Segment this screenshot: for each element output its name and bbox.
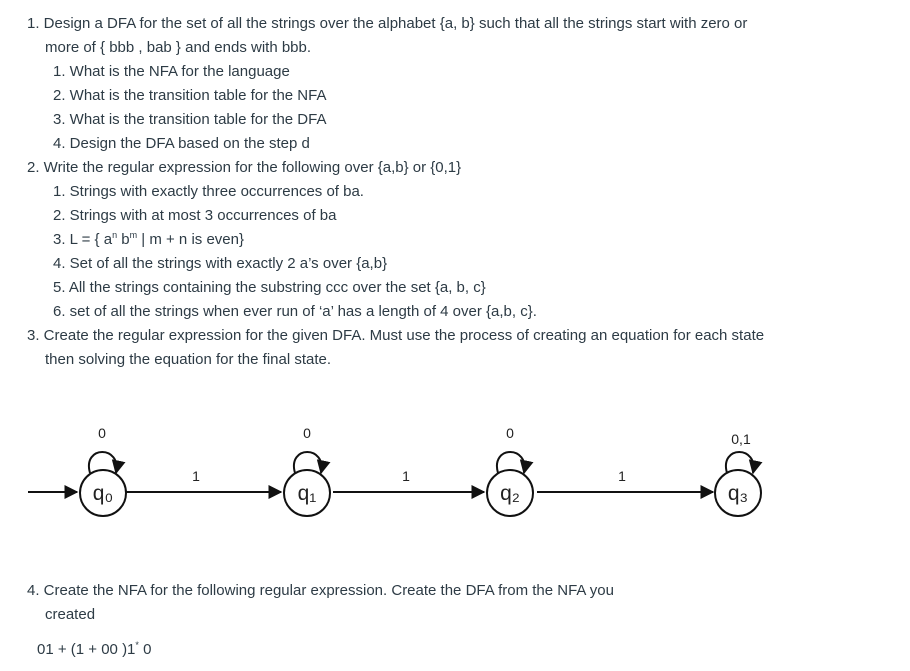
q4-regular-expression xyxy=(37,640,151,660)
loop-label-q2: 0 xyxy=(506,425,514,441)
state-label-q2: q₂ xyxy=(500,482,520,505)
q2-sub-2: 2. Strings with at most 3 occurrences of ba xyxy=(53,207,337,224)
dfa-diagram xyxy=(0,415,910,530)
loop-label-q0: 0 xyxy=(98,425,106,441)
q3-text-line1: 3. Create the regular expression for the given DFA. Must use the process of creating an equation for each state xyxy=(27,327,765,344)
q2-sub-1: 1. Strings with exactly three occurrences of ba. xyxy=(53,183,364,200)
q2-sub-3-mid: b xyxy=(117,231,130,248)
edge-label-q0-q1: 1 xyxy=(192,468,200,484)
q2-text: 2. Write the regular expression for the following over {a,b} or {0,1} xyxy=(27,159,462,176)
expr-main: 01 + (1 + 00 )1 xyxy=(37,641,136,658)
q2-sub-5: 5. All the strings containing the substring ccc over the set {a, b, c} xyxy=(53,279,486,296)
q1-sub-1: 1. What is the NFA for the language xyxy=(53,63,290,80)
q2-sub-6: 6. set of all the strings when ever run of ‘a’ has a length of 4 over {a,b, c}. xyxy=(53,303,537,320)
loop-label-q1: 0 xyxy=(303,425,311,441)
q1-sub-4: 4. Design the DFA based on the step d xyxy=(53,135,310,152)
q1-text-line2: more of { bbb , bab } and ends with bbb. xyxy=(45,39,312,56)
expr-star: * xyxy=(135,640,139,650)
expr-end: 0 xyxy=(138,641,152,658)
loop-label-q3: 0,1 xyxy=(731,431,751,447)
state-label-q0: q₀ xyxy=(92,482,114,505)
superscript-m: m xyxy=(129,230,138,240)
superscript-n: n xyxy=(112,230,118,240)
q2-sub-3-start: 3. L = { a xyxy=(53,231,113,248)
q4-text-line2: created xyxy=(45,606,96,623)
q2-sub-3-end: | m + n is even} xyxy=(137,231,244,248)
edge-label-q1-q2: 1 xyxy=(402,468,410,484)
edge-label-q2-q3: 1 xyxy=(618,468,626,484)
q3-text-line2: then solving the equation for the final state. xyxy=(45,351,332,368)
state-label-q1: q₁ xyxy=(297,482,317,505)
q2-sub-3 xyxy=(53,230,244,250)
q1-text-line1: 1. Design a DFA for the set of all the strings over the alphabet {a, b} such that all the strings start with zero or xyxy=(27,15,748,32)
q4-text-line1: 4. Create the NFA for the following regular expression. Create the DFA from the NFA you xyxy=(27,582,614,599)
q2-sub-4: 4. Set of all the strings with exactly 2 a’s over {a,b} xyxy=(53,255,388,272)
state-label-q3: q₃ xyxy=(727,482,749,505)
q1-sub-2: 2. What is the transition table for the NFA xyxy=(53,87,327,104)
q1-sub-3: 3. What is the transition table for the DFA xyxy=(53,111,327,128)
